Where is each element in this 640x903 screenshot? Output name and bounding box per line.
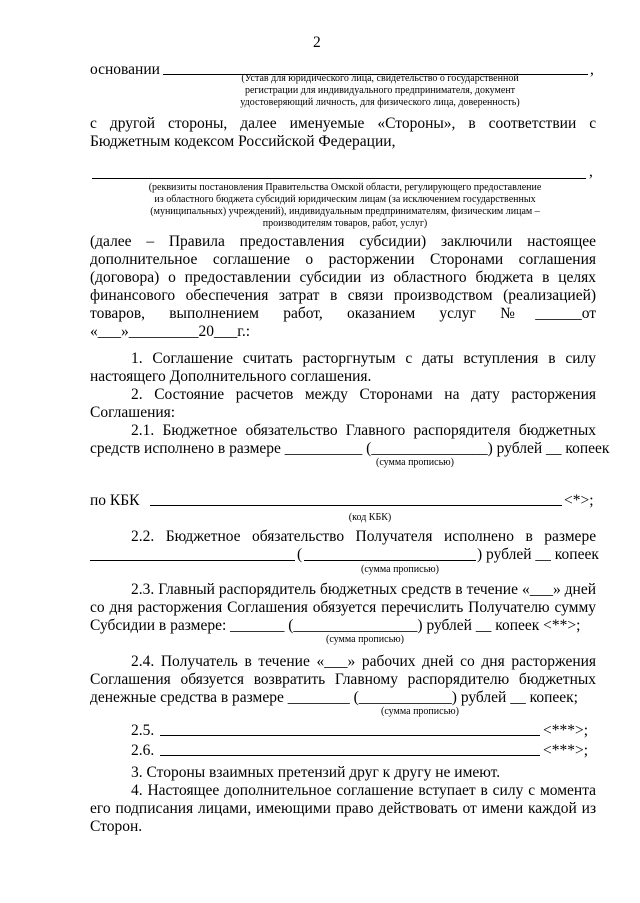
item2-line-1: 2. Состояние расчетов между Сторонами на дату расторжения	[131, 386, 597, 403]
regulation-hint-1: (реквизиты постановления Правительства Омской области, регулирующего предоставление	[148, 182, 542, 193]
item23-line-3: Субсидии в размере: _______ (________________) рублей __ копеек <**>;	[90, 617, 581, 634]
intro-line-2: дополнительное соглашение о расторжении Сторонами соглашения	[90, 251, 597, 268]
item4-line-1: 4. Настоящее дополнительное соглашение вступает в силу с момента	[131, 782, 597, 799]
regulation-hint-3: (муниципальных) учреждений), индивидуальным предпринимателям, физическим лицам –	[150, 206, 540, 217]
kbk-end: <*>;	[564, 492, 594, 509]
intro-line-1: (далее – Правила предоставления субсидии) заключили настоящее	[90, 233, 597, 250]
item22-hint: (сумма прописью)	[361, 564, 439, 575]
item4-line-2: его подписания лицами, имеющими право действовать от имени каждой из	[90, 800, 597, 817]
basis-hint-2: регистрации для индивидуального предпринимателя, документ	[244, 85, 516, 96]
regulation-blank	[92, 178, 586, 179]
page-number: 2	[313, 34, 321, 51]
item22-mid: (	[297, 546, 303, 563]
item22-end: ) рублей __ копеек	[477, 546, 599, 563]
basis-hint-3: удостоверяющий личность, для физического лица, доверенность)	[240, 97, 520, 108]
item1-line-2: настоящего Дополнительного соглашения.	[90, 368, 372, 385]
item23-hint: (сумма прописью)	[326, 634, 404, 645]
kbk-hint: (код КБК)	[348, 512, 392, 523]
item24-hint: (сумма прописью)	[381, 706, 459, 717]
kbk-blank	[150, 505, 562, 506]
item26-label: 2.6.	[131, 742, 155, 759]
item21-hint: (сумма прописью)	[376, 457, 454, 468]
item22-amount-blank	[90, 560, 295, 561]
item21-line-1: 2.1. Бюджетное обязательство Главного распорядителя бюджетных	[131, 422, 597, 439]
item25-label: 2.5.	[131, 722, 155, 739]
item21-line-2: средств исполнено в размере __________ (_______________) рублей __ копеек	[90, 440, 610, 457]
item23-line-2: со дня расторжения Соглашения обязуется перечислить Получателю сумму	[90, 599, 597, 616]
item2-line-2: Соглашения:	[90, 404, 176, 421]
item24-line-1: 2.4. Получатель в течение «___» рабочих дней со дня расторжения	[131, 653, 597, 670]
item24-line-3: денежные средства в размере ________ (____________) рублей __ копеек;	[90, 689, 578, 706]
regulation-hint-2: из областного бюджета субсидий юридическим лицам (за исключением государственных	[154, 194, 536, 205]
kbk-label: по КБК	[90, 492, 140, 509]
item26-blank	[160, 755, 540, 756]
regulation-end: ,	[589, 163, 593, 180]
item25-end: <***>;	[543, 722, 589, 739]
item3-text: 3. Стороны взаимных претензий друг к другу не имеют.	[131, 764, 501, 781]
basis-label: основании	[90, 61, 160, 78]
basis-hint-1: (Устав для юридического лица, свидетельство о государственной	[241, 73, 519, 84]
intro-date-line: «___»_________20___г.:	[90, 323, 251, 340]
item23-line-1: 2.3. Главный распорядитель бюджетных средств в течение «___» дней	[131, 581, 597, 598]
item25-blank	[160, 735, 540, 736]
item22-words-blank	[304, 560, 476, 561]
regulation-hint-4: производителям товаров, работ, услуг)	[262, 218, 428, 229]
item22-line-1: 2.2. Бюджетное обязательство Получателя исполнено в размере	[131, 528, 597, 545]
other-side-line-2: Бюджетным кодексом Российской Федерации,	[90, 133, 396, 150]
item1-line-1: 1. Соглашение считать расторгнутым с даты вступления в силу	[131, 350, 597, 367]
other-side-line-1: с другой стороны, далее именуемые «Стороны», в соответствии с	[90, 115, 597, 132]
intro-line-4: финансового обеспечения затрат в связи производством (реализацией)	[90, 287, 597, 304]
item4-line-3: Сторон.	[90, 818, 143, 835]
intro-line-3: (договора) о предоставлении субсидии из областного бюджета в целях	[90, 269, 597, 286]
basis-end: ,	[590, 61, 594, 78]
item24-line-2: Соглашения обязуется возвратить Главному распорядителю бюджетных	[90, 671, 597, 688]
item26-end: <***>;	[543, 742, 589, 759]
intro-line-5: товаров, выполнением работ, оказанием услуг №______от	[90, 305, 597, 322]
